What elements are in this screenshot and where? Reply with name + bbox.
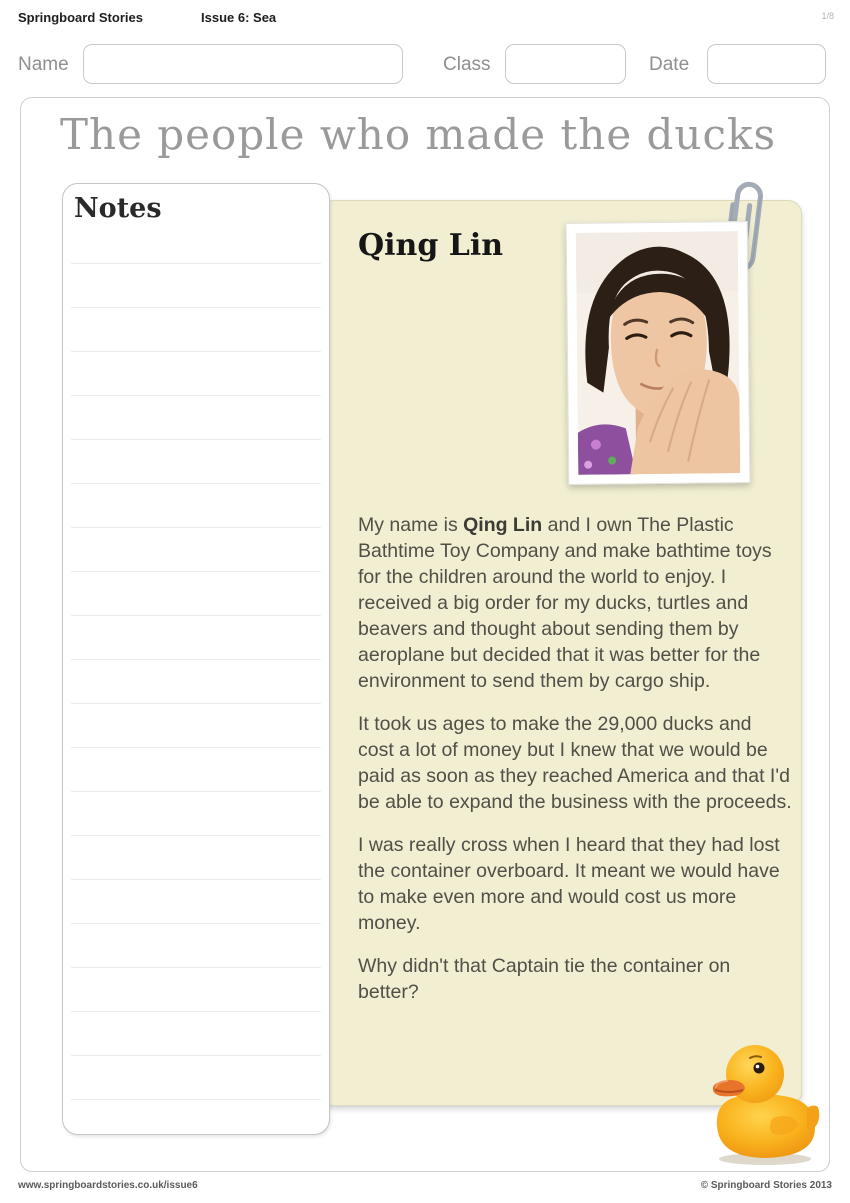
page-title: The people who made the ducks bbox=[60, 110, 777, 159]
rubber-duck-image bbox=[703, 1038, 825, 1166]
footer-url: www.springboardstories.co.uk/issue6 bbox=[18, 1180, 198, 1191]
notes-rule-line bbox=[71, 307, 321, 308]
notes-rule-line bbox=[71, 791, 321, 792]
notes-writing-area[interactable] bbox=[71, 263, 321, 1110]
notes-rule-line bbox=[71, 879, 321, 880]
name-label: Name bbox=[18, 54, 69, 75]
notes-rule-line bbox=[71, 527, 321, 528]
class-label: Class bbox=[443, 54, 491, 75]
notes-rule-line bbox=[71, 483, 321, 484]
story-paragraph-3: I was really cross when I heard that they had lost the container overboard. It meant we would have to make even more and would cost us more money. bbox=[358, 834, 780, 934]
footer-copyright: © Springboard Stories 2013 bbox=[700, 1180, 832, 1191]
notes-rule-line bbox=[71, 615, 321, 616]
notes-rule-line bbox=[71, 923, 321, 924]
brand-title: Springboard Stories bbox=[18, 10, 143, 25]
notes-heading: Notes bbox=[74, 193, 162, 224]
story-paragraph-4: Why didn't that Captain tie the container on better? bbox=[358, 955, 731, 1003]
notes-rule-line bbox=[71, 835, 321, 836]
date-input[interactable] bbox=[707, 44, 826, 84]
story-paragraph-2: It took us ages to make the 29,000 ducks and cost a lot of money but I knew that we would be paid as soon as they reached America and that I'd be able to expand the business with the proceeds. bbox=[358, 713, 792, 813]
notes-rule-line bbox=[71, 1011, 321, 1012]
notes-rule-line bbox=[71, 967, 321, 968]
notes-rule-line bbox=[71, 1099, 321, 1100]
page-indicator: 1/8 bbox=[821, 11, 834, 21]
portrait-photo bbox=[566, 221, 751, 485]
story-heading: Qing Lin bbox=[358, 228, 504, 263]
notes-rule-line bbox=[71, 263, 321, 264]
notes-rule-line bbox=[71, 351, 321, 352]
name-input[interactable] bbox=[83, 44, 403, 84]
notes-rule-line bbox=[71, 439, 321, 440]
issue-title: Issue 6: Sea bbox=[201, 10, 277, 25]
notes-rule-line bbox=[71, 703, 321, 704]
class-input[interactable] bbox=[505, 44, 626, 84]
notes-rule-line bbox=[71, 571, 321, 572]
notes-rule-line bbox=[71, 747, 321, 748]
story-bold-name: Qing Lin bbox=[463, 514, 543, 536]
story-paragraph-1: My name is Qing Lin and I own The Plastic Bathtime Toy Company and make bathtime toys for the children around the world to enjoy. I received a big order for my ducks, turtles and beavers and thought about sending them by aeroplane but decided that it was better for the environment to send them by cargo ship. bbox=[358, 514, 772, 692]
notes-rule-line bbox=[71, 659, 321, 660]
notes-rule-line bbox=[71, 1055, 321, 1056]
notes-rule-line bbox=[71, 395, 321, 396]
notes-panel[interactable] bbox=[62, 183, 330, 1135]
date-label: Date bbox=[649, 54, 690, 75]
story-body bbox=[358, 512, 792, 1022]
